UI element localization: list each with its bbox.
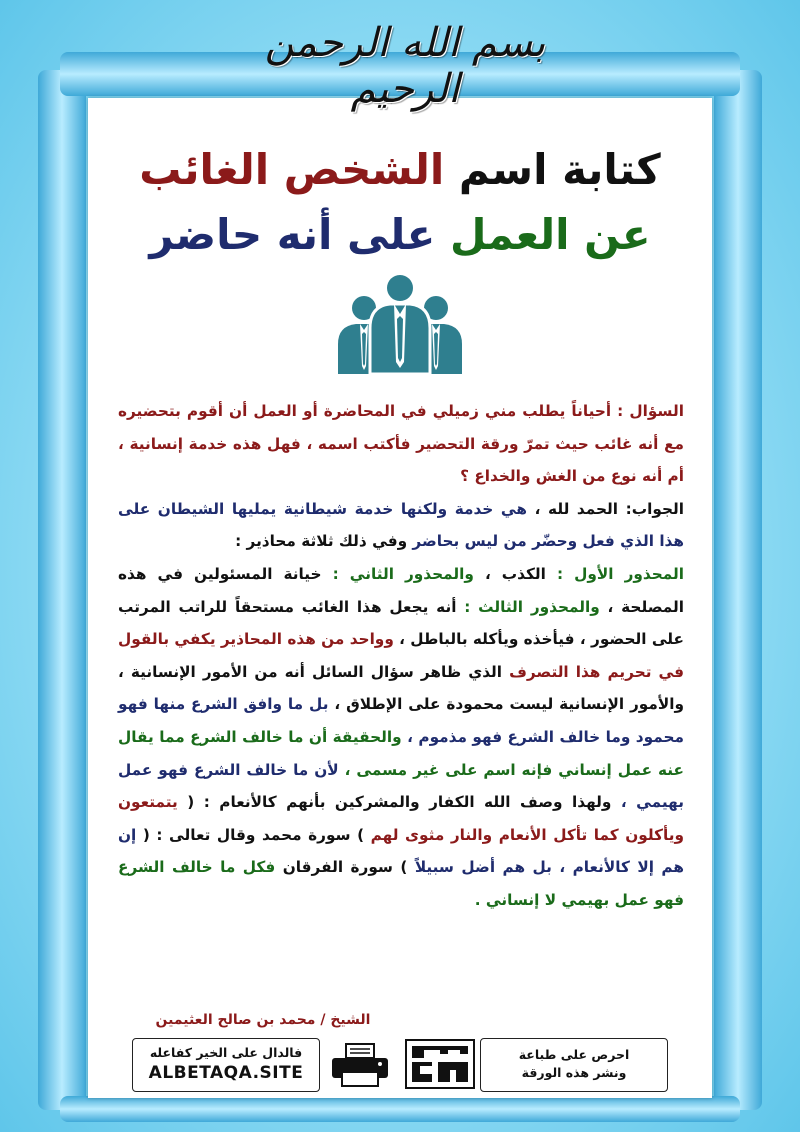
question-label: السؤال :	[611, 402, 684, 420]
warning-2-label: والمحذور الثاني :	[321, 564, 474, 583]
basmala-calligraphy: بسم الله الرحمن الرحيم	[264, 20, 546, 112]
footer-proverb: فالدال على الخير كفاعله	[149, 1045, 303, 1060]
verse-2: إن هم إلا كالأنعام ، بل هم أضل سبيلاً	[118, 825, 685, 877]
rest-text-4: لأن ما خالف الشرع فهو عمل بهيمي ،	[118, 760, 685, 812]
title-line-2-part-1: عن العمل	[435, 210, 651, 259]
footer-bar	[132, 1038, 668, 1092]
business-people-icon	[330, 270, 470, 380]
title-line-1-part-2: الشخص الغائب	[139, 145, 445, 194]
rest-text-5: ولهذا وصف الله الكفار والمشركين بأنهم كالأنعام : (	[177, 793, 612, 812]
bottom-frame-bar	[60, 1096, 740, 1122]
answer-text-1: هي خدمة ولكنها خدمة شيطانية يمليها الشيطان على هذا الذي فعل وحضّر من ليس بحاضر	[118, 499, 684, 551]
question-paragraph	[118, 395, 684, 493]
footer-print-line-2: ونشر هذه الورقة	[521, 1065, 627, 1080]
rest-text-2: بل ما وافق الشرع منها فهو محمود وما خالف الشرع فهو مذموم ،	[118, 695, 684, 746]
answer-text-2: وفي ذلك ثلاثة محاذير :	[235, 532, 408, 551]
fatwa-body	[118, 395, 684, 917]
conclusion-text: فكل ما خالف الشرع فهو عمل بهيمي لا إنساني .	[118, 858, 684, 909]
verse-1: يتمتعون ويأكلون كما تأكل الأنعام والنار مثوى لهم	[118, 793, 684, 844]
warning-3-text: أنه يجعل هذا الغائب مستحقاً للراتب المرتب على الحضور ، فيأخذه ويأكله بالباطل ،	[118, 597, 684, 649]
rest-text-7: ) سورة الفرقان	[275, 858, 415, 877]
footer-site-link[interactable]: ALBETAQA.SITE	[148, 1063, 304, 1083]
one-of-text: وواحد من هذه المحاذير يكفي بالقول في تحريم هذا التصرف	[118, 630, 684, 681]
answer-paragraph	[118, 493, 684, 558]
rest-text-6: ) سورة محمد وقال تعالى : (	[136, 825, 371, 844]
warning-3-label: والمحذور الثالث :	[456, 597, 600, 616]
dawa-logo-icon	[404, 1038, 476, 1090]
printer-icon	[328, 1042, 392, 1088]
author-signature: الشيخ / محمد بن صالح العثيمين	[155, 1012, 371, 1028]
footer-print-line-1: احرص على طباعة	[518, 1047, 630, 1062]
title-line-2-part-2: على أنه حاضر	[149, 210, 436, 259]
warning-1-label: المحذور الأول :	[545, 564, 684, 583]
footer-print-box	[480, 1038, 668, 1092]
footer-site-box	[132, 1038, 320, 1092]
title-line-2	[100, 210, 700, 259]
answer-label: الجواب: الحمد لله ،	[527, 499, 684, 518]
warning-2-text: خيانة المسئولين في هذه المصلحة ،	[118, 564, 685, 616]
question-text: أحياناً يطلب مني زميلي في المحاضرة أو العمل أن أقوم بتحضيره مع أنه غائب حيث تمرّ ورقة التحضير فأكتب اسمه ، فهل هذه خدمة إنسانية ، أم أنه نوع من الغش والخداع ؟	[118, 402, 684, 486]
rest-text-1: الذي ظاهر سؤال السائل أنه من الأمور الإنسانية ، والأمور الإنسانية ليست محمودة على الإطلاق ،	[118, 662, 684, 714]
warnings-paragraph	[118, 558, 684, 917]
title-line-1-part-1: كتابة اسم	[444, 145, 661, 194]
title-line-1	[100, 145, 700, 194]
warning-1-text: الكذب ،	[473, 564, 546, 583]
rest-text-3: والحقيقة أن ما خالف الشرع مما يقال عنه عمل إنساني فإنه اسم على غير مسمى ،	[118, 727, 684, 779]
right-frame-bar	[714, 70, 762, 1110]
left-frame-bar	[38, 70, 86, 1110]
